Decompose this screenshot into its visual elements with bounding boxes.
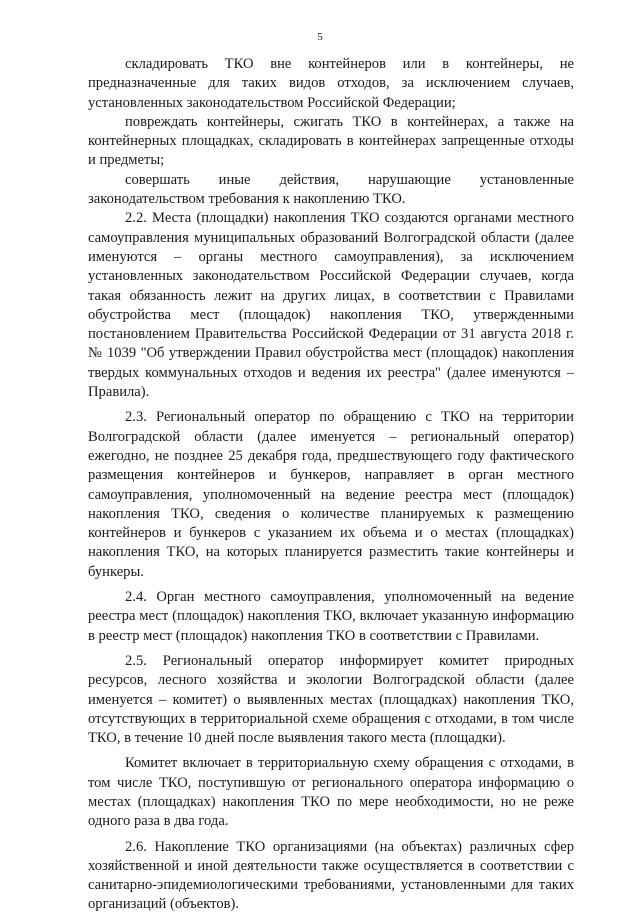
- page-number: 5: [317, 31, 323, 43]
- paragraph-prohibition-damage: повреждать контейнеры, сжигать ТКО в контейнерах, а также на контейнерных площадках, складировать в контейнерах запрещенные отходы и предметы;: [88, 113, 574, 169]
- paragraph-2-2: 2.2. Места (площадки) накопления ТКО создаются органами местного самоуправления муниципальных образований Волгоградской области (далее именуются – органы местного самоуправления), за исключением установленных законодательством Российской Федерации случаев, когда такая обязанность лежит на других лицах, в соответствии с Правилами обустройства мест (площадок) накопления ТКО, утвержденными постановлением Правительства Российской Федерации от 31 августа 2018 г. № 1039 "Об утверждении Правил обустройства мест (площадок) накопления твердых коммунальных отходов и ведения их реестра" (далее именуются – Правила).: [88, 210, 574, 401]
- paragraph-2-3: 2.3. Региональный оператор по обращению с ТКО на территории Волгоградской области (далее именуется – региональный оператор) ежегодно, не позднее 25 декабря года, предшествующего году фактического размещения контейнеров и бункеров, направляет в орган местного самоуправления, уполномоченный на ведение реестра мест (площадок) накопления ТКО, сведения о количестве планируемых к размещению контейнеров и бункеров с указанием их объема и о местах (площадках) накопления ТКО, на которых планируется разместить такие контейнеры и бункеры.: [88, 409, 574, 580]
- paragraph-prohibition-other: совершать иные действия, нарушающие установленные законодательством требования к накоплению ТКО.: [88, 171, 574, 208]
- paragraph-2-6: 2.6. Накопление ТКО организациями (на объектах) различных сфер хозяйственной и иной деятельности также осуществляется в соответствии с санитарно-эпидемиологическими требованиями, установленными для таких организаций (объектов).: [88, 838, 574, 913]
- paragraph-2-5: 2.5. Региональный оператор информирует комитет природных ресурсов, лесного хозяйства и экологии Волгоградской области (далее именуется – комитет) о выявленных местах (площадках) накопления ТКО, отсутствующих в территориальной схеме обращения с отходами, в том числе ТКО, в течение 10 дней после выявления такого места (площадки).: [88, 652, 574, 747]
- paragraph-2-4: 2.4. Орган местного самоуправления, уполномоченный на ведение реестра мест (площадок) накопления ТКО, включает указанную информацию в реестр мест (площадок) накопления ТКО в соответствии с Правилами.: [88, 589, 574, 644]
- paragraph-committee: Комитет включает в территориальную схему обращения с отходами, в том числе ТКО, поступившую от регионального оператора информацию о местах (площадках) накопления ТКО по мере необходимости, но не реже одного раза в два года.: [88, 755, 574, 830]
- paragraph-prohibition-storage: складировать ТКО вне контейнеров или в контейнеры, не предназначенные для таких видов отходов, за исключением случаев, установленных законодательством Российской Федерации;: [88, 56, 574, 111]
- document-body: [88, 55, 574, 915]
